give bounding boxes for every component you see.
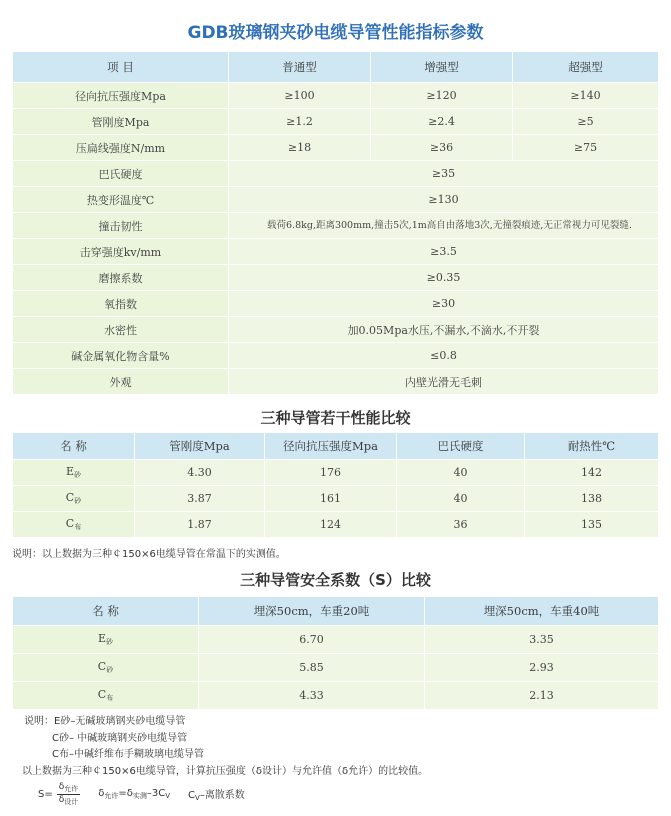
cell-value: ≥130: [229, 187, 659, 213]
cell-value: ≥75: [513, 135, 659, 161]
row-label: 外观: [13, 369, 229, 395]
cell-value: 40: [397, 460, 525, 486]
cell-value: ≥18: [229, 135, 371, 161]
cell-value: 138: [525, 486, 659, 512]
row-label: $C_布$: [13, 512, 135, 538]
header-hardness: 巴氏硬度: [397, 433, 525, 460]
safety-formula: [38, 779, 245, 809]
row-label: $C_布$: [13, 682, 199, 710]
safety-factor-table: [12, 596, 659, 710]
table-row: [13, 460, 659, 486]
header-load-20t: 埋深50cm，车重20吨: [199, 597, 425, 626]
header-enhanced: 增强型: [371, 52, 513, 83]
table-row: [13, 109, 659, 135]
header-name: 名 称: [13, 433, 135, 460]
table-row: [13, 135, 659, 161]
cell-value: 加0.05Mpa水压,不漏水,不滴水,不开裂: [229, 317, 659, 343]
table-row: [13, 317, 659, 343]
row-label: 水密性: [13, 317, 229, 343]
section-title-comparison: 三种导管若干性能比较: [260, 409, 411, 427]
row-label: 磨擦系数: [13, 265, 229, 291]
header-super: 超强型: [513, 52, 659, 83]
table-row: [13, 486, 659, 512]
performance-spec-table: [12, 51, 659, 395]
row-label: 径向抗压强度Mpa: [13, 83, 229, 109]
row-label: 击穿强度kv/mm: [13, 239, 229, 265]
note-calculation: 以上数据为三种￠150×6电缆导管，计算抗压强度（δ设计）与允许值（δ允许）的比较值。: [22, 766, 429, 777]
table-header-row: [13, 433, 659, 460]
header-load-40t: 埋深50cm，车重40吨: [425, 597, 659, 626]
table-row: [13, 83, 659, 109]
table-row: [13, 369, 659, 395]
row-label: $E_砂$: [13, 460, 135, 486]
row-label: 巴氏硬度: [13, 161, 229, 187]
table-row: [13, 654, 659, 682]
row-label: 撞击韧性: [13, 213, 229, 239]
cell-value: 36: [397, 512, 525, 538]
table-row: [13, 213, 659, 239]
page-title: GDB玻璃钢夹砂电缆导管性能指标参数: [187, 23, 484, 43]
comparison-table: [12, 432, 659, 538]
header-heat: 耐热性℃: [525, 433, 659, 460]
cell-value: 3.87: [135, 486, 265, 512]
cell-value: 124: [265, 512, 397, 538]
cell-value: 4.30: [135, 460, 265, 486]
cell-value: 2.93: [425, 654, 659, 682]
row-label: 氧指数: [13, 291, 229, 317]
formula-allowed: $\delta_{允许}=\delta_{实测}-3C_V$: [98, 787, 171, 800]
table-row: [13, 291, 659, 317]
row-label: $C_砂$: [13, 654, 199, 682]
cell-value: ≥30: [229, 291, 659, 317]
cell-value: ≥140: [513, 83, 659, 109]
formula-s: S=: [38, 788, 53, 800]
cell-value: 142: [525, 460, 659, 486]
cell-value: ≥35: [229, 161, 659, 187]
table-row: [13, 512, 659, 538]
cell-value: 4.33: [199, 682, 425, 710]
table-row: [13, 187, 659, 213]
formula-fraction: $\frac{\delta_{允许}}{\delta_{设计}}$: [58, 781, 79, 806]
cell-value: ≥5: [513, 109, 659, 135]
cell-value: 135: [525, 512, 659, 538]
row-label: $E_砂$: [13, 626, 199, 654]
header-compressive: 径向抗压强度Mpa: [265, 433, 397, 460]
cell-value: 2.13: [425, 682, 659, 710]
cell-value: 载荷6.8kg,距离300mm,撞击5次,1m高自由落地3次,无撞裂痕迹,无正常视力可见裂缝.: [229, 213, 659, 239]
header-standard: 普通型: [229, 52, 371, 83]
table-header-row: [13, 52, 659, 83]
section-title-safety: 三种导管安全系数（S）比较: [240, 571, 431, 589]
cell-value: ≥3.5: [229, 239, 659, 265]
header-item: 项 目: [13, 52, 229, 83]
header-name: 名 称: [13, 597, 199, 626]
table-row: [13, 161, 659, 187]
cell-value: 40: [397, 486, 525, 512]
table-header-row: [13, 597, 659, 626]
cell-value: 内壁光滑无毛刺: [229, 369, 659, 395]
row-label: 碱金属氧化物含量%: [13, 343, 229, 369]
cell-value: ≥2.4: [371, 109, 513, 135]
note-e-sand: 说明：E砂–无碱玻璃钢夹砂电缆导管: [24, 716, 186, 727]
row-label: $C_砂$: [13, 486, 135, 512]
cell-value: 6.70: [199, 626, 425, 654]
row-label: 管刚度Mpa: [13, 109, 229, 135]
table-row: [13, 682, 659, 710]
cell-value: ≥36: [371, 135, 513, 161]
cell-value: ≥120: [371, 83, 513, 109]
row-label: 热变形温度℃: [13, 187, 229, 213]
cell-value: 3.35: [425, 626, 659, 654]
header-stiffness: 管刚度Mpa: [135, 433, 265, 460]
cell-value: 176: [265, 460, 397, 486]
cell-value: ≥100: [229, 83, 371, 109]
note-c-cloth: C布–中碱纤维布手糊玻璃电缆导管: [52, 749, 204, 760]
note-measurement: 说明：以上数据为三种￠150×6电缆导管在常温下的实测值。: [12, 549, 286, 560]
cell-value: ≥1.2: [229, 109, 371, 135]
row-label: 压扁线强度N/mm: [13, 135, 229, 161]
cell-value: 161: [265, 486, 397, 512]
cell-value: ≤0.8: [229, 343, 659, 369]
formula-cv: $C_V-$离散系数: [188, 790, 245, 802]
table-row: [13, 343, 659, 369]
table-row: [13, 265, 659, 291]
cell-value: ≥0.35: [229, 265, 659, 291]
table-row: [13, 239, 659, 265]
table-row: [13, 626, 659, 654]
note-c-sand: C砂– 中碱玻璃钢夹砂电缆导管: [52, 733, 188, 744]
cell-value: 1.87: [135, 512, 265, 538]
cell-value: 5.85: [199, 654, 425, 682]
